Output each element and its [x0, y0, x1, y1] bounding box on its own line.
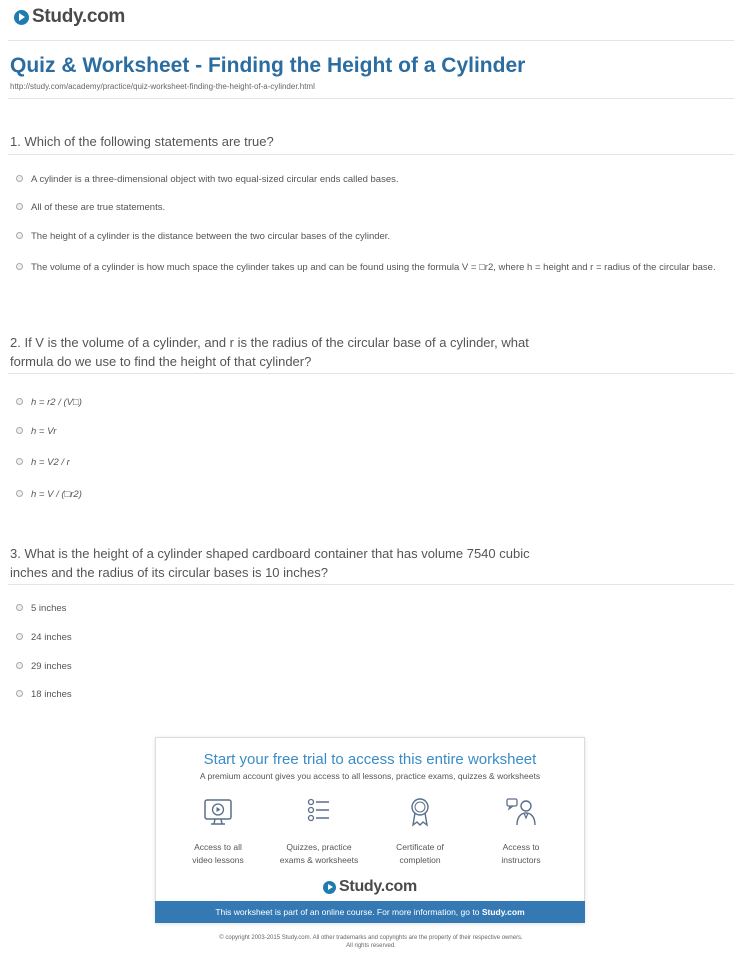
- answer-text: 29 inches: [31, 661, 72, 672]
- promo-bar-text: This worksheet is part of an online course. For more information, go to: [215, 907, 480, 917]
- feature-instructors: [471, 796, 571, 867]
- radio-button[interactable]: [16, 490, 23, 497]
- radio-button[interactable]: [16, 458, 23, 465]
- feature-label: video lessons: [192, 855, 244, 865]
- answer-option[interactable]: [16, 454, 736, 472]
- answer-text: 18 inches: [31, 689, 72, 700]
- promo-logo[interactable]: [156, 878, 584, 896]
- divider: [8, 373, 734, 374]
- answer-option[interactable]: [16, 600, 736, 618]
- feature-label: Quizzes, practice: [286, 842, 352, 852]
- question-2: 2. If V is the volume of a cylinder, and r is the radius of the circular base of a cylinder, what formula do we use to find the height of that cylinder?: [10, 335, 529, 369]
- page-title: Quiz & Worksheet - Finding the Height of a Cylinder: [10, 54, 526, 77]
- promo-bar-link[interactable]: Study.com: [481, 907, 525, 917]
- answer-option[interactable]: [16, 423, 736, 441]
- answer-option[interactable]: [16, 259, 736, 277]
- feature-label: Access to: [502, 842, 540, 852]
- divider: [8, 40, 734, 41]
- feature-label: exams & worksheets: [279, 855, 359, 865]
- radio-button[interactable]: [16, 232, 23, 239]
- radio-button[interactable]: [16, 203, 23, 210]
- copyright-footer: [0, 934, 742, 950]
- radio-button[interactable]: [16, 427, 23, 434]
- radio-button[interactable]: [16, 662, 23, 669]
- page-url: http://study.com/academy/practice/quiz-worksheet-finding-the-height-of-a-cylinder.html: [10, 82, 315, 91]
- answer-text: 24 inches: [31, 632, 72, 643]
- radio-button[interactable]: [16, 690, 23, 697]
- answer-text: A cylinder is a three-dimensional object with two equal-sized circular ends called bases.: [31, 174, 399, 185]
- feature-label: Access to all: [194, 842, 242, 852]
- question-3: 3. What is the height of a cylinder shaped cardboard container that has volume 7540 cubic inches and the radius of its circular bases is 10 inches?: [10, 546, 530, 580]
- free-trial-promo[interactable]: [155, 737, 585, 923]
- answer-option[interactable]: [16, 394, 736, 412]
- answer-option[interactable]: [16, 658, 736, 676]
- answer-text: h = Vr: [31, 426, 57, 437]
- radio-button[interactable]: [16, 398, 23, 405]
- promo-info-bar: [155, 901, 585, 923]
- answer-text: The height of a cylinder is the distance between the two circular bases of the cylinder.: [31, 231, 391, 242]
- feature-label: Certificate of: [396, 842, 444, 852]
- video-lesson-icon: [202, 796, 234, 828]
- rights-line: All rights reserved.: [346, 943, 396, 949]
- feature-label: completion: [399, 855, 441, 865]
- promo-subtitle: A premium account gives you access to all lessons, practice exams, quizzes & worksheets: [199, 771, 541, 781]
- answer-option[interactable]: [16, 199, 736, 217]
- play-circle-icon: [14, 10, 29, 25]
- feature-certificate: [370, 796, 470, 867]
- answer-option[interactable]: [16, 629, 736, 647]
- answer-option[interactable]: [16, 171, 736, 189]
- certificate-icon: [404, 796, 436, 828]
- quiz-list-icon: [303, 796, 335, 828]
- instructor-icon: [505, 796, 537, 828]
- feature-video-lessons: [168, 796, 268, 867]
- divider: [8, 584, 734, 585]
- answer-text: h = V / (□r2): [31, 489, 82, 500]
- radio-button[interactable]: [16, 633, 23, 640]
- radio-button[interactable]: [16, 604, 23, 611]
- radio-button[interactable]: [16, 263, 23, 270]
- logo-text: Study.com: [32, 6, 126, 27]
- answer-option[interactable]: [16, 486, 736, 504]
- feature-quizzes: [269, 796, 369, 867]
- answer-text: h = V2 / r: [31, 457, 70, 468]
- study-logo[interactable]: [14, 6, 125, 28]
- logo-text: Study.com: [339, 878, 417, 895]
- promo-title[interactable]: Start your free trial to access this entire worksheet: [203, 751, 537, 768]
- feature-label: instructors: [501, 855, 541, 865]
- play-circle-icon: [323, 881, 336, 894]
- divider: [8, 98, 734, 99]
- copyright-line: © copyright 2003-2015 Study.com. All other trademarks and copyrights are the property of their respective owners.: [219, 935, 523, 941]
- radio-button[interactable]: [16, 175, 23, 182]
- answer-text: h = r2 / (V□): [31, 397, 82, 408]
- answer-text: 5 inches: [31, 603, 67, 614]
- answer-text: The volume of a cylinder is how much space the cylinder takes up and can be found using the formula V = □r2, where h = height and r = radius of the circular base.: [31, 262, 716, 273]
- question-1: 1. Which of the following statements are true?: [10, 134, 274, 149]
- divider: [8, 154, 734, 155]
- answer-option[interactable]: [16, 686, 736, 704]
- answer-text: All of these are true statements.: [31, 202, 166, 213]
- answer-option[interactable]: [16, 228, 736, 246]
